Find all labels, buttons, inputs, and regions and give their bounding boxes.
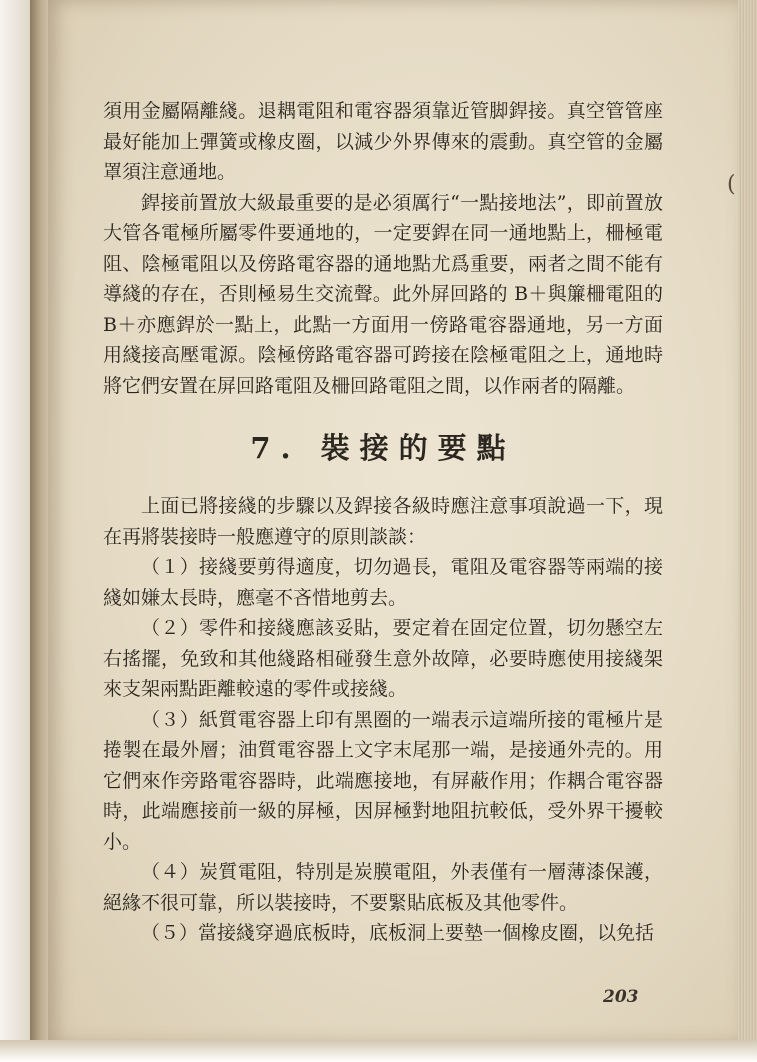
section-heading: 7. 裝接的要點 — [250, 431, 516, 465]
list-item: （４）炭質電阻，特別是炭膜電阻，外表僅有一層薄漆保護，絕緣不很可靠，所以裝接時，不要緊貼底板及其他零件。 — [103, 861, 663, 914]
page-edge-stack — [738, 0, 757, 1045]
list-item: （３）紙質電容器上印有黑圈的一端表示這端所接的電極片是捲製在最外層；油質電容器上文字末尾那一端，是接通外壳的。用它們來作旁路電容器時，此端應接地，有屏蔽作用；作耦合電容器時，此端應接前一級的屏極，因屏極對地阻抗較低，受外界干擾較小。 — [103, 708, 663, 853]
list-item: （５）當接綫穿過底板時，底板洞上要墊一個橡皮圈，以免括 — [141, 922, 655, 944]
page-number: 203 — [603, 987, 639, 1007]
paragraph-single-point-grounding: 銲接前置放大級最重要的是必須厲行“一點接地法”，即前置放大管各電極所屬零件要通地的，一定要銲在同一通地點上，柵極電阻、陰極電阻以及傍路電容器的通地點尤爲重要，兩者之間不能有導綫的存在，否則極易生交流聲。此外屏回路的 B＋與簾柵電阻的B＋亦應銲於一點上，此點一方面用一傍路電容器通地，另一方面用綫接高壓電源。陰極傍路電容器可跨接在陰極電阻之上，通地時將它們安置在屏回路電阻及柵回路電阻之間，以作兩者的隔離。 — [103, 191, 663, 397]
paragraph-continuation: 須用金屬隔離綫。退耦電阻和電容器須靠近管脚銲接。真空管管座最好能加上彈簧或橡皮圈，以減少外界傳來的震動。真空管的金屬罩須注意通地。 — [103, 100, 663, 183]
section-intro: 上面已將接綫的步驟以及銲接各級時應注意事項說過一下，現在再將裝接時一般應遵守的原則談談： — [103, 495, 663, 548]
scan-bottom-edge — [0, 1040, 757, 1062]
list-item: （１）接綫要剪得適度，切勿過長，電阻及電容器等兩端的接綫如嫌太長時，應毫不吝惜地剪去。 — [103, 556, 663, 609]
list-item: （２）零件和接綫應該妥貼，要定着在固定位置，切勿懸空左右搖擺，免致和其他綫路相碰發生意外故障，必要時應使用接綫架來支架兩點距離較遠的零件或接綫。 — [103, 617, 663, 700]
page-text — [103, 96, 663, 949]
margin-mark: ( — [727, 172, 736, 197]
